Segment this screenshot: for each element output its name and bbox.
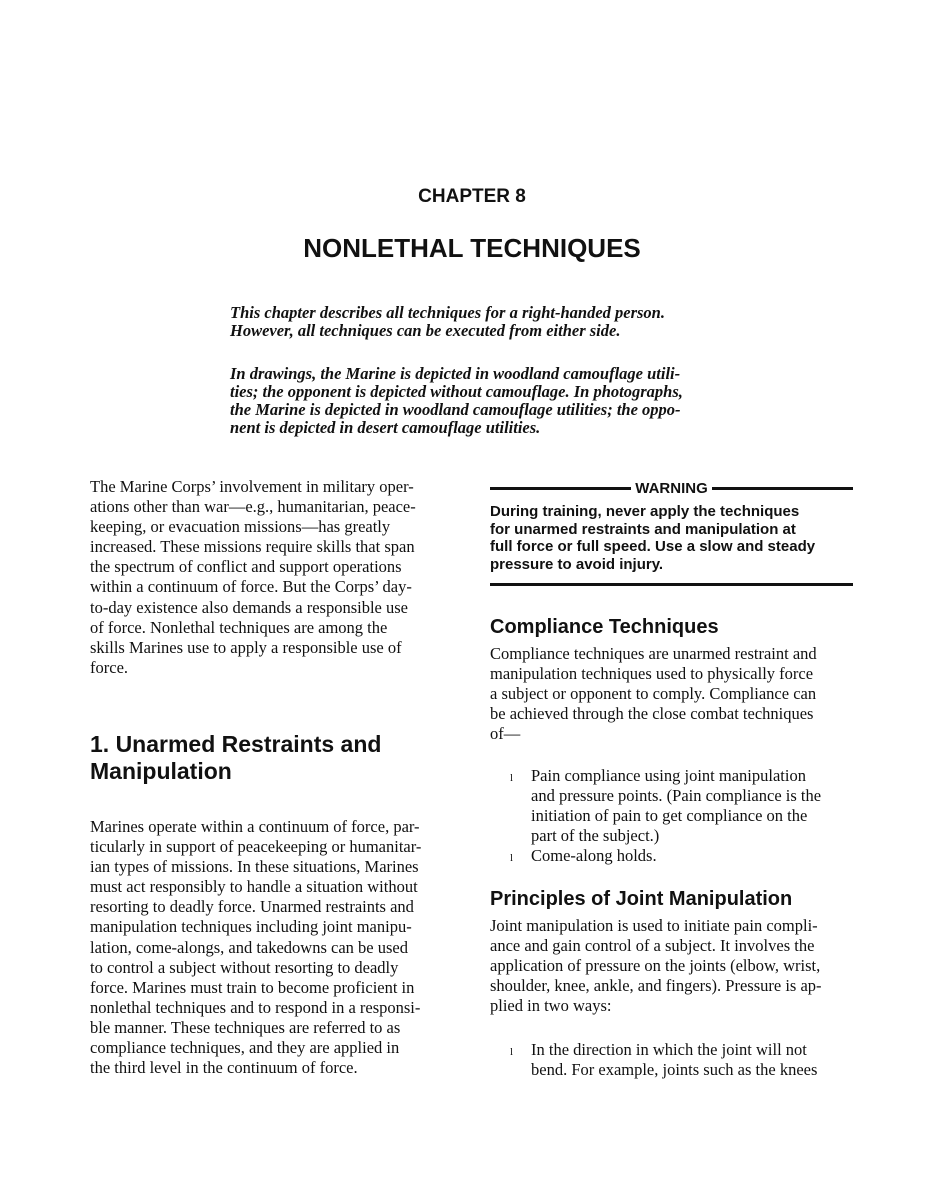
- text-line: nent is depicted in desert camouflage utilities.: [230, 418, 541, 437]
- text-line: force. Marines must train to become proficient in: [90, 977, 415, 997]
- text-line: be achieved through the close combat techniques: [490, 704, 814, 724]
- text-line: of—: [490, 724, 521, 744]
- text-line: increased. These missions require skills that span: [90, 537, 415, 557]
- text-line: within a continuum of force. But the Corps’ day-: [90, 577, 412, 597]
- text-line: keeping, or evacuation missions—has greatly: [90, 517, 391, 537]
- chapter-number: CHAPTER 8: [418, 186, 526, 207]
- text-line: Pain compliance using joint manipulation: [531, 766, 806, 785]
- text-line: the Marine is depicted in woodland camouflage utilities; the oppo-: [230, 400, 681, 419]
- text-line: However, all techniques can be executed from either side.: [230, 321, 621, 340]
- text-line: In drawings, the Marine is depicted in woodland camouflage utili-: [230, 364, 681, 383]
- text-line: part of the subject.): [531, 826, 660, 846]
- text-line: Joint manipulation is used to initiate pain compli-: [490, 916, 818, 935]
- text-line: compliance techniques, and they are applied in: [90, 1038, 400, 1058]
- text-line: of force. Nonlethal techniques are among the: [90, 617, 388, 637]
- text-line: plied in two ways:: [490, 996, 612, 1016]
- text-line: pressure to avoid injury.: [490, 555, 664, 573]
- text-line: to control a subject without resorting to deadly: [90, 957, 399, 977]
- right-paragraph-2: [490, 916, 822, 1016]
- text-line: must act responsibly to handle a situation without: [90, 877, 418, 897]
- list-item: [490, 766, 821, 846]
- text-line: initiation of pain to get compliance on the: [531, 806, 808, 826]
- text-line: full force or full speed. Use a slow and steady: [490, 538, 816, 555]
- bullet-icon: l: [510, 1046, 514, 1058]
- heading-joint-manipulation: Principles of Joint Manipulation: [490, 888, 793, 910]
- warning-text: [490, 503, 815, 573]
- text-line: resorting to deadly force. Unarmed restraints and: [90, 897, 414, 917]
- warning-header: [490, 480, 853, 497]
- section-heading-unarmed-restraints: [90, 731, 381, 785]
- list-item: [490, 846, 821, 866]
- text-line: for unarmed restraints and manipulation at: [490, 520, 796, 538]
- text-line: This chapter describes all techniques for a right-handed person.: [230, 303, 665, 322]
- bullet-list-1: [490, 766, 821, 866]
- text-line: lation, come-alongs, and takedowns can be used: [90, 937, 408, 957]
- text-line: ties; the opponent is depicted without camouflage. In photographs,: [230, 382, 683, 401]
- text-line: The Marine Corps’ involvement in military oper-: [90, 477, 414, 496]
- text-line: skills Marines use to apply a responsible use of: [90, 637, 402, 657]
- text-line: ticularly in support of peacekeeping or humanitar-: [90, 837, 422, 857]
- warning-rule-right: [712, 487, 853, 490]
- left-paragraph-1: [90, 477, 416, 678]
- text-line: During training, never apply the techniques: [490, 503, 800, 520]
- text-line: the spectrum of conflict and support operations: [90, 557, 402, 577]
- text-line: to-day existence also demands a responsible use: [90, 597, 408, 617]
- text-line: ance and gain control of a subject. It involves the: [490, 936, 815, 956]
- text-line: shoulder, knee, ankle, and fingers). Pressure is ap-: [490, 976, 822, 996]
- bullet-icon: l: [510, 772, 514, 784]
- text-line: force.: [90, 657, 129, 677]
- left-paragraph-2: [90, 817, 421, 1078]
- intro-paragraph-2: [230, 365, 730, 437]
- bullet-list-2: [490, 1040, 817, 1080]
- bullet-icon: l: [510, 852, 514, 865]
- text-line: In the direction in which the joint will not: [531, 1040, 807, 1059]
- text-line: Come-along holds.: [531, 846, 657, 866]
- text-line: manipulation techniques used to physically force: [490, 664, 814, 684]
- text-line: the third level in the continuum of force.: [90, 1058, 358, 1078]
- text-line: 1. Unarmed Restraints and: [90, 731, 382, 757]
- text-line: and pressure points. (Pain compliance is the: [531, 786, 822, 806]
- text-line: a subject or opponent to comply. Compliance can: [490, 684, 817, 704]
- list-item: [490, 1040, 817, 1080]
- text-line: Marines operate within a continuum of force, par-: [90, 817, 420, 836]
- text-line: ations other than war—e.g., humanitarian, peace-: [90, 497, 416, 517]
- text-line: manipulation techniques including joint manipu-: [90, 917, 412, 937]
- warning-rule-left: [490, 487, 631, 490]
- text-line: nonlethal techniques and to respond in a responsi-: [90, 997, 421, 1017]
- right-paragraph-1: [490, 644, 817, 744]
- warning-label: WARNING: [635, 480, 708, 497]
- text-line: ian types of missions. In these situations, Marines: [90, 857, 419, 877]
- heading-compliance-techniques: Compliance Techniques: [490, 616, 719, 638]
- text-line: ble manner. These techniques are referred to as: [90, 1017, 401, 1037]
- text-line: Manipulation: [90, 758, 232, 784]
- text-line: bend. For example, joints such as the knees: [531, 1060, 818, 1080]
- text-line: application of pressure on the joints (elbow, wrist,: [490, 956, 821, 976]
- intro-paragraph-1: [230, 304, 730, 340]
- text-line: Compliance techniques are unarmed restraint and: [490, 644, 817, 663]
- warning-bottom-rule: [490, 583, 853, 586]
- chapter-title: NONLETHAL TECHNIQUES: [303, 233, 641, 263]
